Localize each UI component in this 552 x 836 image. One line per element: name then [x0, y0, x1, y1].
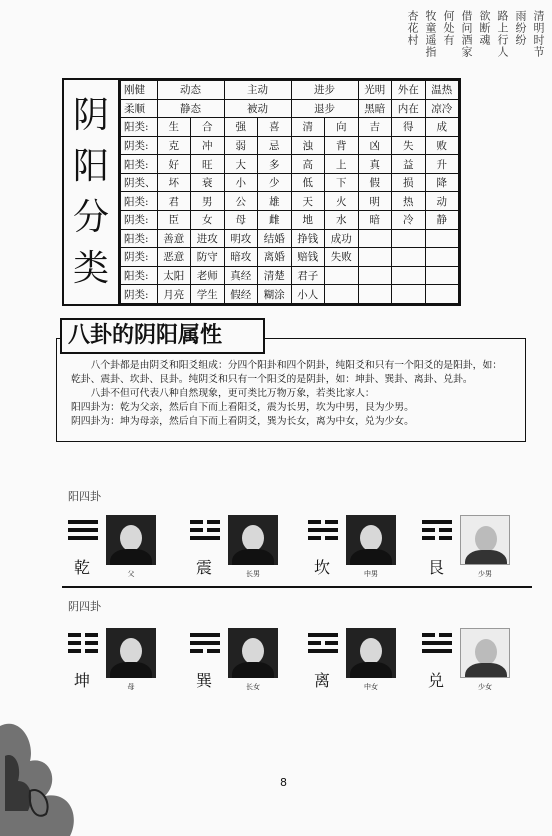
row-label: 阳类: — [121, 118, 158, 137]
empty-cell — [425, 285, 459, 304]
empty-cell — [392, 248, 426, 267]
table-cell: 低 — [291, 173, 325, 192]
table-cell: 主动 — [224, 81, 291, 100]
table-cell: 败 — [425, 136, 459, 155]
empty-cell — [392, 229, 426, 248]
table-row — [121, 211, 459, 230]
table-cell: 进步 — [291, 81, 358, 100]
trigram-item — [308, 515, 418, 595]
empty-cell — [392, 266, 426, 285]
trigram-symbol-icon — [68, 633, 98, 657]
empty-cell — [425, 229, 459, 248]
table-cell: 公 — [224, 192, 258, 211]
row-label: 刚健 — [121, 81, 158, 100]
table-cell: 冷 — [392, 211, 426, 230]
table-cell: 君子 — [291, 266, 325, 285]
table-cell: 好 — [157, 155, 191, 174]
paragraph: 八个卦都是由阴爻和阳爻组成：分四个阳卦和四个阴卦，纯阳爻和只有一个阳爻的是阳卦，如：乾卦、震卦、坎卦、艮卦。纯阴爻和只有一个阳爻的是阴卦，如：坤卦、巽卦、离卦、兑卦。 — [71, 360, 503, 385]
table-cell: 克 — [157, 136, 191, 155]
table-cell: 母 — [224, 211, 258, 230]
poem-column: 欲断魂 — [478, 10, 491, 46]
section-title: 八卦的阴阳属性 — [68, 323, 223, 348]
empty-cell — [425, 266, 459, 285]
table-cell: 热 — [392, 192, 426, 211]
table-cell: 月亮 — [157, 285, 191, 304]
table-row — [121, 248, 459, 267]
table-cell: 升 — [425, 155, 459, 174]
ink-rock-illustration — [0, 686, 120, 836]
trigram-name: 艮 — [428, 558, 445, 577]
table-cell: 明攻 — [224, 229, 258, 248]
portrait-caption: 中男 — [364, 570, 378, 578]
trigram-symbol-icon — [190, 633, 220, 657]
table-cell: 被动 — [224, 99, 291, 118]
table-cell: 成功 — [325, 229, 359, 248]
portrait-caption: 长女 — [246, 683, 260, 691]
table-cell: 成 — [425, 118, 459, 137]
table-cell: 挣钱 — [291, 229, 325, 248]
table-cell: 冲 — [191, 136, 225, 155]
table-cell: 动 — [425, 192, 459, 211]
yin-yang-table-box — [62, 78, 461, 306]
trigram-symbol-icon — [422, 520, 452, 544]
table-cell: 益 — [392, 155, 426, 174]
trigram-symbol-icon — [308, 633, 338, 657]
table-row — [121, 285, 459, 304]
table-cell: 火 — [325, 192, 359, 211]
table-row — [121, 155, 459, 174]
table-cell: 忌 — [258, 136, 292, 155]
poem-column: 杏花村 — [406, 10, 419, 46]
paragraph: 阳四卦为：乾为父亲，然后自下而上看阳爻，震为长男，坎为中男，艮为少男。 — [71, 402, 414, 413]
table-cell: 善意 — [157, 229, 191, 248]
paragraph: 阴四卦为：坤为母亲，然后自下而上看阴爻，巽为长女，离为中女，兑为少女。 — [71, 416, 414, 427]
trigram-name: 震 — [196, 558, 213, 577]
table-cell: 内在 — [392, 99, 426, 118]
row-label: 阳类: — [121, 266, 158, 285]
table-cell: 水 — [325, 211, 359, 230]
portrait-photo — [346, 515, 396, 565]
table-cell: 小 — [224, 173, 258, 192]
table-cell: 动态 — [157, 81, 224, 100]
table-cell: 学生 — [191, 285, 225, 304]
poem-column: 清明时节 — [532, 10, 545, 58]
title-char: 类 — [72, 247, 109, 289]
table-cell: 温热 — [425, 81, 459, 100]
yin-group-label: 阴四卦 — [68, 600, 101, 613]
poem-column: 借问酒家 — [460, 10, 473, 58]
table-cell: 雌 — [258, 211, 292, 230]
portrait-caption: 少男 — [478, 570, 492, 578]
table-cell: 高 — [291, 155, 325, 174]
trigram-item — [308, 628, 418, 708]
table-cell: 结婚 — [258, 229, 292, 248]
table-row — [121, 192, 459, 211]
paragraph: 八卦不但可代表八种自然现象，更可类比万物万象，若类比家人： — [90, 388, 375, 399]
table-cell: 雄 — [258, 192, 292, 211]
empty-cell — [392, 285, 426, 304]
trigram-item — [422, 628, 532, 708]
table-row — [121, 81, 459, 100]
trigram-name: 乾 — [74, 558, 91, 577]
trigram-item — [422, 515, 532, 595]
table-cell: 真 — [358, 155, 392, 174]
portrait-photo — [106, 515, 156, 565]
empty-cell — [358, 266, 392, 285]
poem-column: 路上行人 — [496, 10, 509, 58]
table-cell: 吉 — [358, 118, 392, 137]
trigram-name: 离 — [314, 671, 331, 690]
table-cell: 恶意 — [157, 248, 191, 267]
poem-column: 何处有 — [442, 10, 455, 46]
table-cell: 降 — [425, 173, 459, 192]
trigram-symbol-icon — [422, 633, 452, 657]
table-cell: 少 — [258, 173, 292, 192]
trigram-symbol-icon — [68, 520, 98, 544]
portrait-photo — [460, 515, 510, 565]
row-label: 阳类: — [121, 192, 158, 211]
table-cell: 喜 — [258, 118, 292, 137]
table-cell: 臣 — [157, 211, 191, 230]
portrait-caption: 父 — [127, 570, 135, 578]
portrait-photo — [228, 515, 278, 565]
portrait-photo — [460, 628, 510, 678]
table-cell: 背 — [325, 136, 359, 155]
table-cell: 清楚 — [258, 266, 292, 285]
table-cell: 离婚 — [258, 248, 292, 267]
row-label: 阴类: — [121, 248, 158, 267]
table-cell: 地 — [291, 211, 325, 230]
table-cell: 黑暗 — [358, 99, 392, 118]
group-divider — [62, 586, 532, 588]
title-char: 分 — [72, 196, 109, 238]
table-cell: 弱 — [224, 136, 258, 155]
poem-column: 牧童遥指 — [424, 10, 437, 58]
table-cell: 小人 — [291, 285, 325, 304]
table-cell: 上 — [325, 155, 359, 174]
table-cell: 下 — [325, 173, 359, 192]
table-row — [121, 136, 459, 155]
poem-column: 雨纷纷 — [514, 10, 527, 46]
table-cell: 衰 — [191, 173, 225, 192]
table-row — [121, 266, 459, 285]
table-cell: 暗攻 — [224, 248, 258, 267]
table-cell: 大 — [224, 155, 258, 174]
table-cell: 糊涂 — [258, 285, 292, 304]
table-cell: 君 — [157, 192, 191, 211]
table-cell: 失败 — [325, 248, 359, 267]
table-row — [121, 99, 459, 118]
table-row — [121, 229, 459, 248]
table-cell: 真经 — [224, 266, 258, 285]
portrait-photo — [106, 628, 156, 678]
title-char: 阳 — [72, 145, 109, 187]
empty-cell — [358, 248, 392, 267]
row-label: 阴类: — [121, 136, 158, 155]
trigram-symbol-icon — [308, 520, 338, 544]
table-cell: 女 — [191, 211, 225, 230]
trigram-item — [190, 515, 300, 595]
table-cell: 光明 — [358, 81, 392, 100]
portrait-photo — [228, 628, 278, 678]
table-cell: 假经 — [224, 285, 258, 304]
trigram-symbol-icon — [190, 520, 220, 544]
table-cell: 损 — [392, 173, 426, 192]
table-cell: 旺 — [191, 155, 225, 174]
table-cell: 得 — [392, 118, 426, 137]
table-cell: 强 — [224, 118, 258, 137]
yang-group-label: 阳四卦 — [68, 490, 101, 503]
table-cell: 浊 — [291, 136, 325, 155]
table-cell: 男 — [191, 192, 225, 211]
table-cell: 凉冷 — [425, 99, 459, 118]
table-cell: 退步 — [291, 99, 358, 118]
table-cell: 暗 — [358, 211, 392, 230]
table-row — [121, 118, 459, 137]
table-cell: 明 — [358, 192, 392, 211]
portrait-caption: 中女 — [364, 683, 378, 691]
trigram-item — [190, 628, 300, 708]
table-cell: 进攻 — [191, 229, 225, 248]
empty-cell — [325, 285, 359, 304]
trigram-name: 巽 — [196, 671, 213, 690]
top-poem — [406, 10, 544, 58]
table-cell: 生 — [157, 118, 191, 137]
portrait-caption: 少女 — [478, 683, 492, 691]
page-number: 8 — [280, 776, 287, 789]
yin-yang-table — [120, 80, 459, 304]
trigram-name: 坤 — [74, 671, 91, 690]
section-title-box — [60, 318, 265, 354]
table-cell: 坏 — [157, 173, 191, 192]
table-cell: 老师 — [191, 266, 225, 285]
portrait-caption: 母 — [127, 683, 135, 691]
table-cell: 合 — [191, 118, 225, 137]
row-label: 阴类、 — [121, 173, 158, 192]
table-cell: 太阳 — [157, 266, 191, 285]
empty-cell — [358, 229, 392, 248]
row-label: 阳类: — [121, 155, 158, 174]
table-cell: 天 — [291, 192, 325, 211]
trigram-item — [68, 515, 178, 595]
empty-cell — [325, 266, 359, 285]
table-cell: 凶 — [358, 136, 392, 155]
empty-cell — [358, 285, 392, 304]
trigram-name: 坎 — [314, 558, 331, 577]
table-cell: 失 — [392, 136, 426, 155]
row-label: 阴类: — [121, 211, 158, 230]
table-cell: 多 — [258, 155, 292, 174]
row-label: 阴类: — [121, 285, 158, 304]
table-vertical-title — [64, 80, 120, 304]
empty-cell — [425, 248, 459, 267]
title-char: 阴 — [72, 94, 109, 136]
table-cell: 静 — [425, 211, 459, 230]
table-row — [121, 173, 459, 192]
portrait-caption: 长男 — [246, 570, 260, 578]
table-cell: 静态 — [157, 99, 224, 118]
table-cell: 赔钱 — [291, 248, 325, 267]
row-label: 柔顺 — [121, 99, 158, 118]
portrait-photo — [346, 628, 396, 678]
table-cell: 清 — [291, 118, 325, 137]
table-cell: 外在 — [392, 81, 426, 100]
trigram-name: 兑 — [428, 671, 445, 690]
table-cell: 防守 — [191, 248, 225, 267]
row-label: 阳类: — [121, 229, 158, 248]
table-cell: 假 — [358, 173, 392, 192]
table-cell: 向 — [325, 118, 359, 137]
